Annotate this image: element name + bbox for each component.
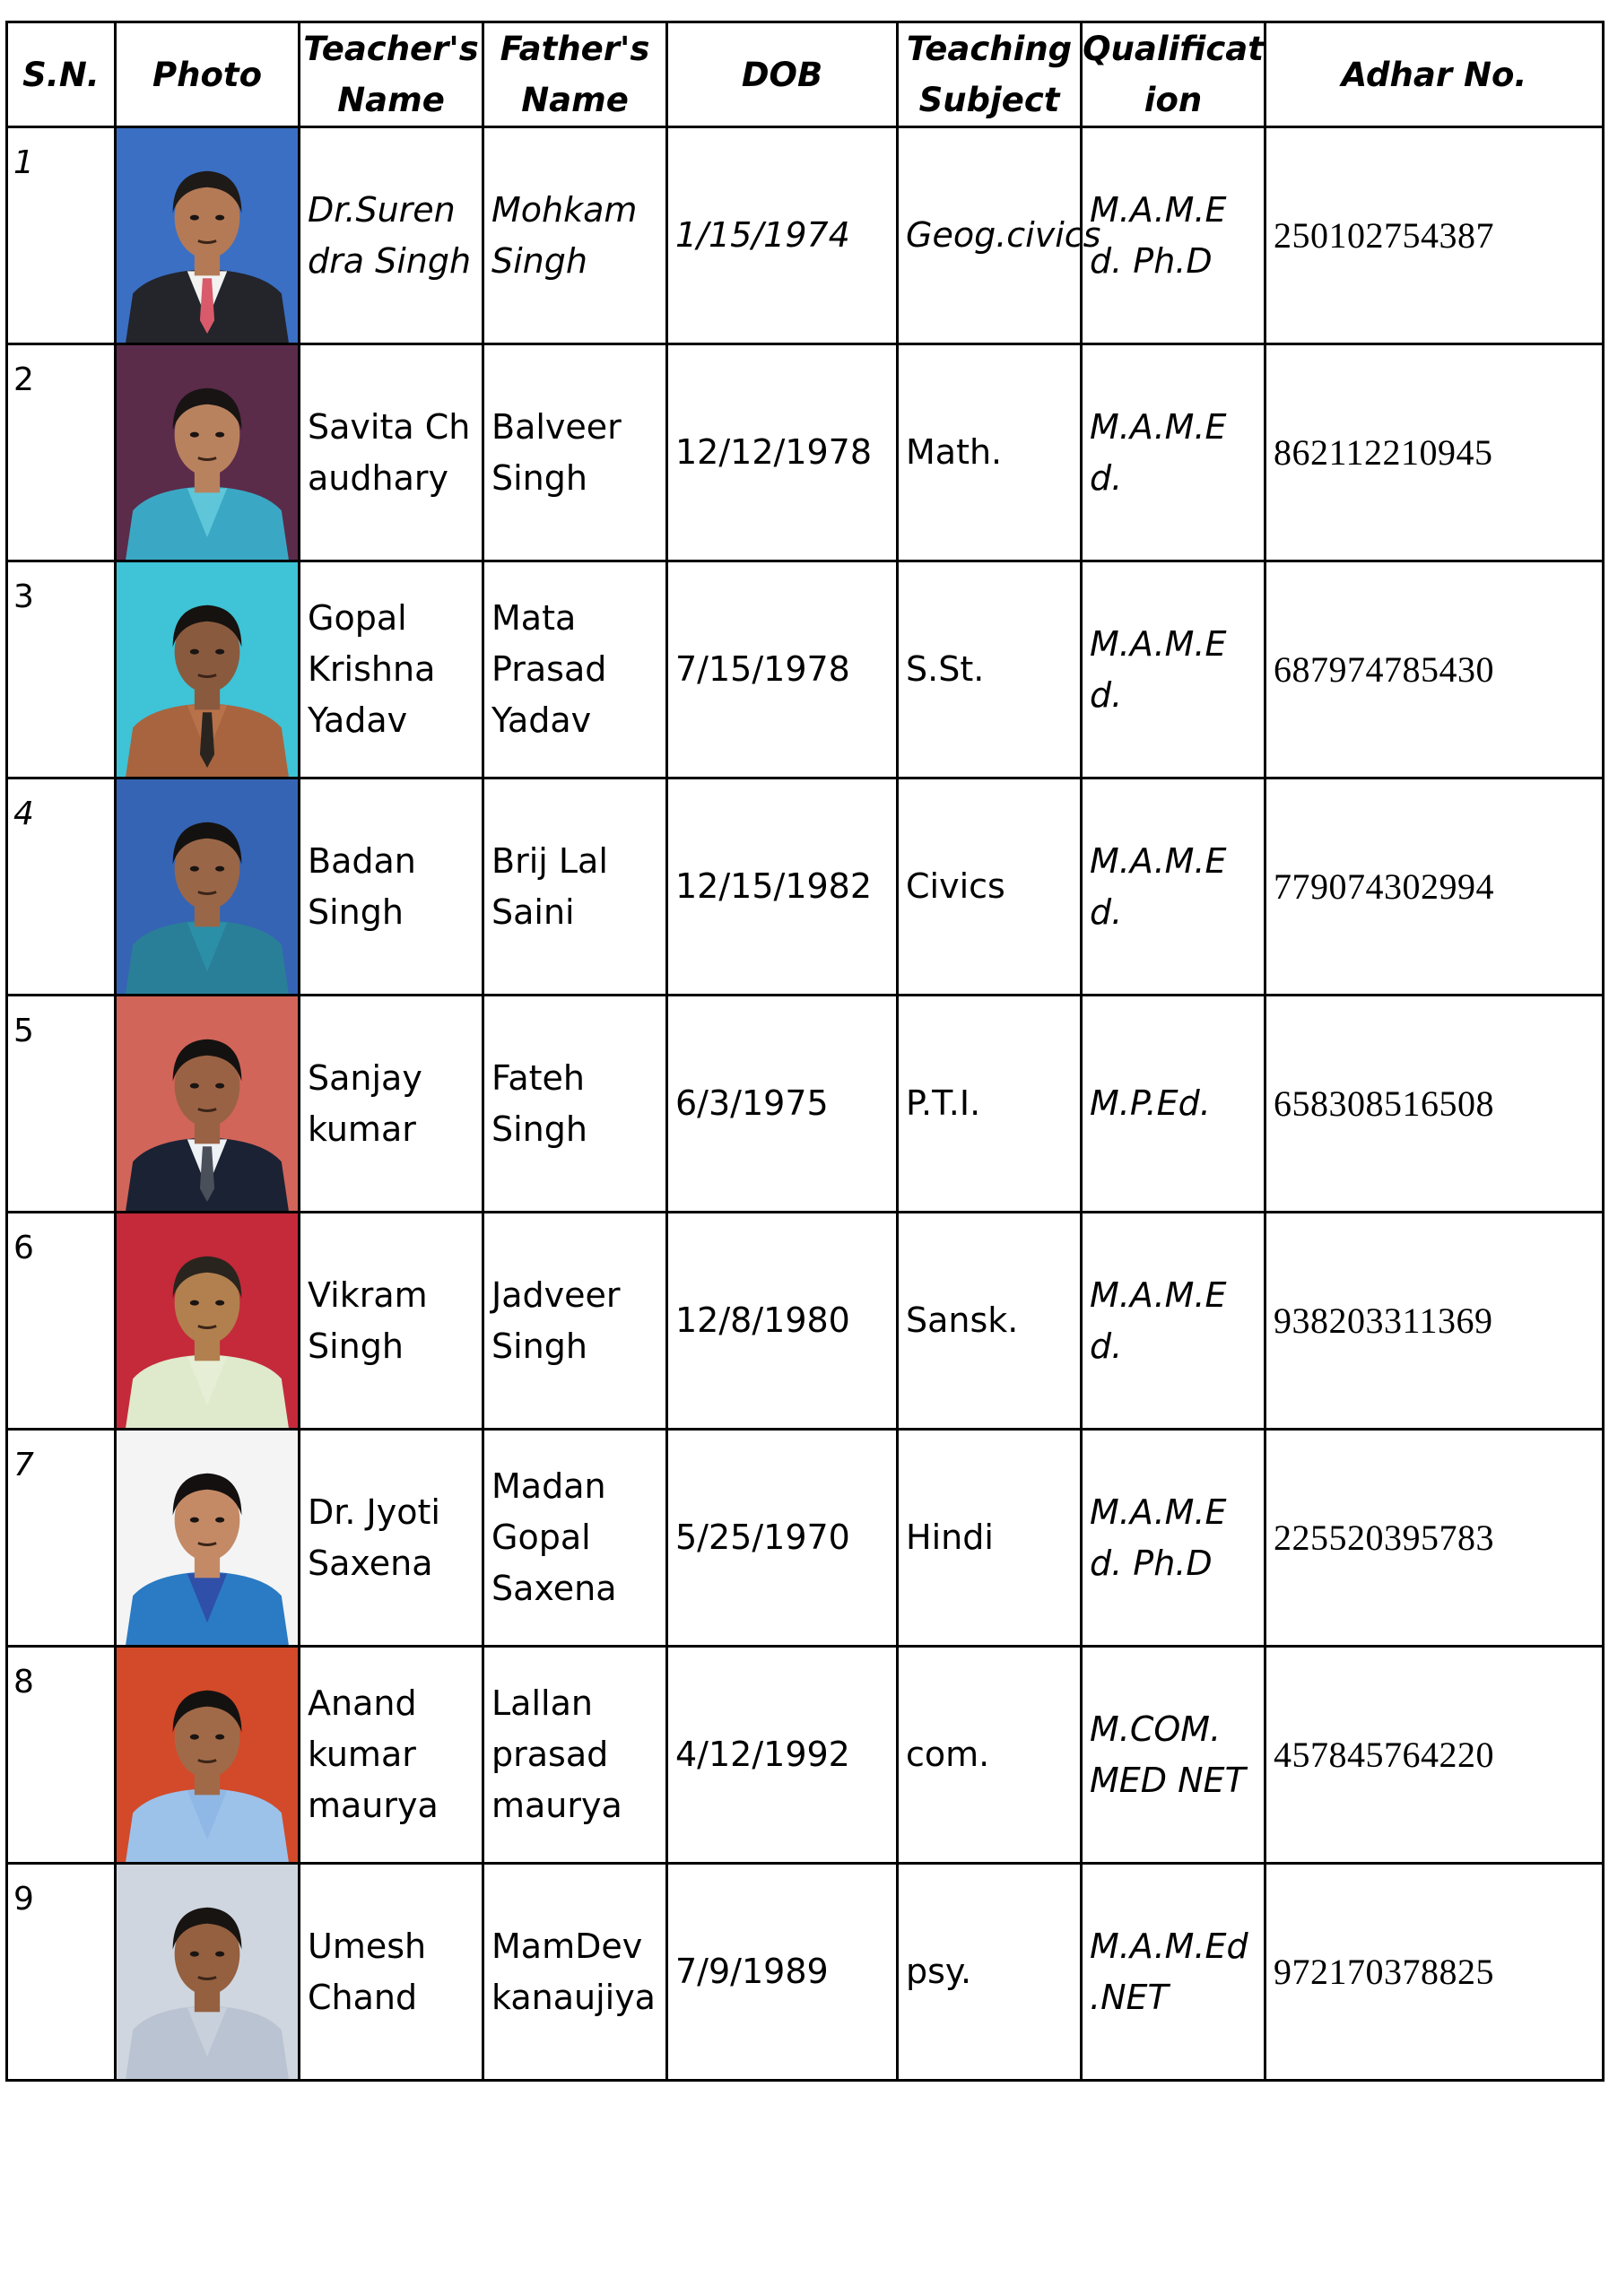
table-row [7, 996, 1604, 1213]
photo-cell [116, 344, 300, 561]
father-name: Fateh Singh [483, 996, 667, 1213]
qualification: M.A.M.Ed. [1082, 561, 1265, 778]
sn-cell [7, 1864, 116, 2081]
aadhar-number: 658308516508 [1265, 996, 1604, 1213]
table-row [7, 127, 1604, 344]
teacher-name: Gopal Krishna Yadav [300, 561, 483, 778]
dob: 12/8/1980 [667, 1213, 898, 1430]
sn-cell [7, 1213, 116, 1430]
serial-number: 7 [13, 1447, 34, 1483]
qualification: M.A.M.Ed. [1082, 1213, 1265, 1430]
qualification: M.A.M.Ed. [1082, 778, 1265, 996]
table-row [7, 778, 1604, 996]
father-name: Brij Lal Saini [483, 778, 667, 996]
teacher-photo [117, 1431, 298, 1645]
header-teacher-name: Teacher's Name [300, 22, 483, 127]
table-row [7, 344, 1604, 561]
photo-cell [116, 127, 300, 344]
dob: 12/15/1982 [667, 778, 898, 996]
qualification: M.A.M.Ed. Ph.D [1082, 1430, 1265, 1647]
sn-cell [7, 561, 116, 778]
aadhar-number: 862112210945 [1265, 344, 1604, 561]
teaching-subject: S.St. [898, 561, 1082, 778]
sn-cell [7, 1647, 116, 1864]
header-father-name: Father's Name [483, 22, 667, 127]
aadhar-number: 938203311369 [1265, 1213, 1604, 1430]
dob: 5/25/1970 [667, 1430, 898, 1647]
teaching-subject: P.T.I. [898, 996, 1082, 1213]
aadhar-number: 687974785430 [1265, 561, 1604, 778]
father-name: Mohkam Singh [483, 127, 667, 344]
teaching-subject: Civics [898, 778, 1082, 996]
qualification: M.A.M.Ed .NET [1082, 1864, 1265, 2081]
dob: 6/3/1975 [667, 996, 898, 1213]
teacher-name: Savita Chaudhary [300, 344, 483, 561]
table-body [7, 127, 1604, 2081]
serial-number: 1 [13, 144, 34, 181]
photo-cell [116, 996, 300, 1213]
qualification: M.A.M.Ed. Ph.D [1082, 127, 1265, 344]
header-aadhar: Adhar No. [1265, 22, 1604, 127]
dob: 1/15/1974 [667, 127, 898, 344]
father-name: Jadveer Singh [483, 1213, 667, 1430]
teaching-subject: Hindi [898, 1430, 1082, 1647]
qualification: M.P.Ed. [1082, 996, 1265, 1213]
teaching-subject: com. [898, 1647, 1082, 1864]
serial-number: 3 [13, 578, 34, 615]
aadhar-number: 972170378825 [1265, 1864, 1604, 2081]
aadhar-number: 225520395783 [1265, 1430, 1604, 1647]
teacher-name: Dr. Jyoti Saxena [300, 1430, 483, 1647]
father-name: Lallan prasad maurya [483, 1647, 667, 1864]
photo-cell [116, 778, 300, 996]
sn-cell [7, 344, 116, 561]
header-qualification: Qualificat ion [1082, 22, 1265, 127]
teacher-table [5, 21, 1605, 2082]
teacher-photo [117, 128, 298, 343]
teacher-name: Sanjay kumar [300, 996, 483, 1213]
header-subject: Teaching Subject [898, 22, 1082, 127]
teacher-photo [117, 562, 298, 777]
sn-cell [7, 996, 116, 1213]
teacher-photo [117, 779, 298, 994]
teacher-photo [117, 996, 298, 1211]
dob: 7/9/1989 [667, 1864, 898, 2081]
dob: 4/12/1992 [667, 1647, 898, 1864]
table-row [7, 561, 1604, 778]
serial-number: 5 [13, 1013, 34, 1049]
serial-number: 4 [13, 796, 34, 832]
sn-cell [7, 127, 116, 344]
teacher-name: Badan Singh [300, 778, 483, 996]
aadhar-number: 779074302994 [1265, 778, 1604, 996]
header-sn: S.N. [7, 22, 116, 127]
teacher-name: Dr.Surendra Singh [300, 127, 483, 344]
header-photo: Photo [116, 22, 300, 127]
table-row [7, 1213, 1604, 1430]
serial-number: 9 [13, 1881, 34, 1918]
teaching-subject: Geog.civics [898, 127, 1082, 344]
father-name: Mata Prasad Yadav [483, 561, 667, 778]
serial-number: 8 [13, 1664, 34, 1700]
teacher-photo [117, 345, 298, 560]
photo-cell [116, 561, 300, 778]
qualification: M.A.M.Ed. [1082, 344, 1265, 561]
teacher-name: Anand kumar maurya [300, 1647, 483, 1864]
photo-cell [116, 1864, 300, 2081]
father-name: Balveer Singh [483, 344, 667, 561]
serial-number: 6 [13, 1230, 34, 1266]
table-row [7, 1647, 1604, 1864]
teacher-photo [117, 1213, 298, 1428]
teacher-name: Umesh Chand [300, 1864, 483, 2081]
teaching-subject: psy. [898, 1864, 1082, 2081]
father-name: MamDev kanaujiya [483, 1864, 667, 2081]
serial-number: 2 [13, 361, 34, 398]
aadhar-number: 457845764220 [1265, 1647, 1604, 1864]
aadhar-number: 250102754387 [1265, 127, 1604, 344]
teacher-photo [117, 1648, 298, 1862]
teacher-photo [117, 1865, 298, 2079]
sn-cell [7, 1430, 116, 1647]
father-name: Madan Gopal Saxena [483, 1430, 667, 1647]
dob: 12/12/1978 [667, 344, 898, 561]
photo-cell [116, 1647, 300, 1864]
table-row [7, 1430, 1604, 1647]
teacher-name: Vikram Singh [300, 1213, 483, 1430]
teaching-subject: Math. [898, 344, 1082, 561]
sn-cell [7, 778, 116, 996]
header-dob: DOB [667, 22, 898, 127]
table-row [7, 1864, 1604, 2081]
photo-cell [116, 1213, 300, 1430]
dob: 7/15/1978 [667, 561, 898, 778]
photo-cell [116, 1430, 300, 1647]
teaching-subject: Sansk. [898, 1213, 1082, 1430]
header-row [7, 22, 1604, 127]
qualification: M.COM. MED NET [1082, 1647, 1265, 1864]
